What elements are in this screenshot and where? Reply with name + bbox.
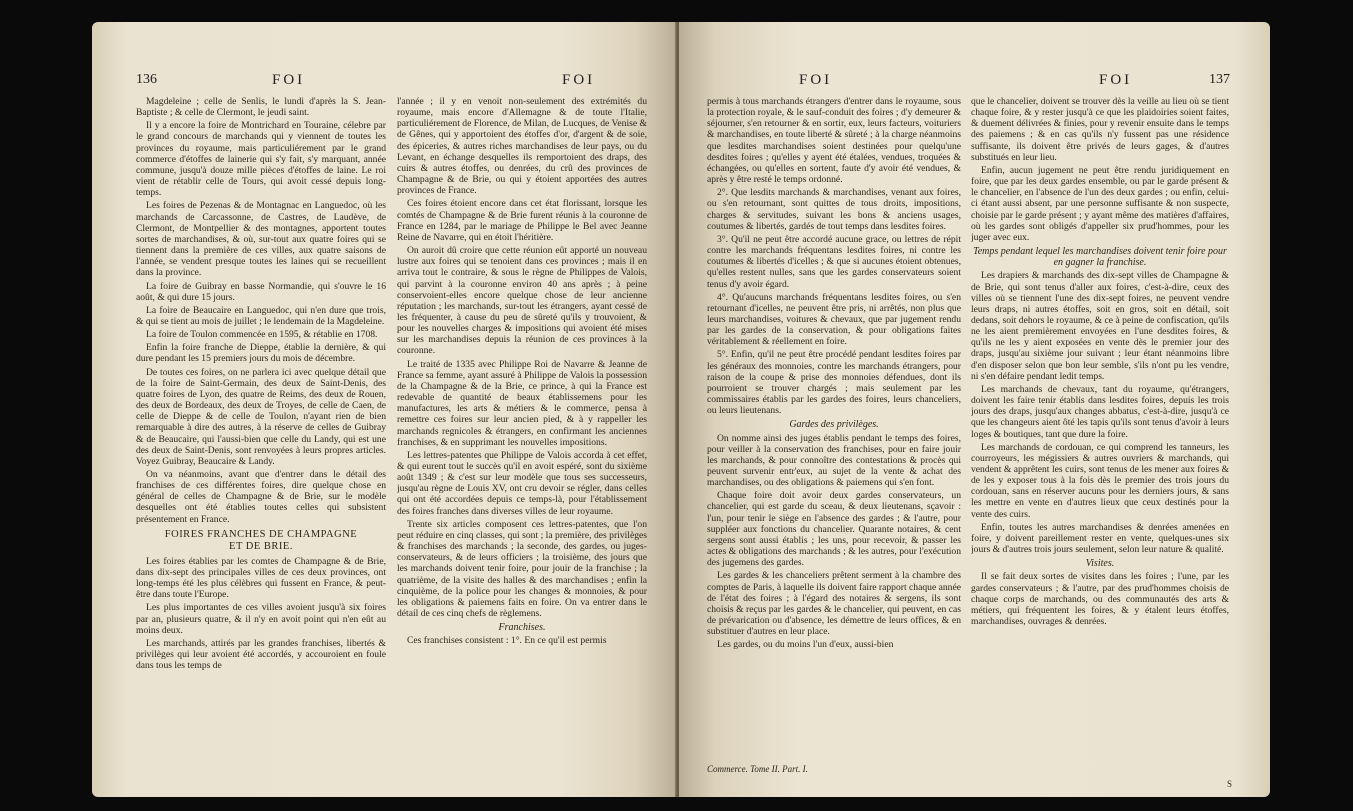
section-heading <box>136 529 386 553</box>
text-column-1 <box>136 96 386 786</box>
running-header-right-inner: FOI <box>799 72 833 88</box>
paragraph: Les foires établies par les comtes de Champagne & de Brie, dans dix-sept des principales villes de ces deux provinces, ont long-temps été les plus célèbres qui fussent en France, & peut-être dans toute l'Europe. <box>136 555 386 601</box>
paragraph: Enfin, aucun jugement ne peut être rendu juridiquement en foire, que par les deux gardes ensemble, ou par le garde présent & le chancelier, en l'absence de l'un des deux gardes ; ou enfin, celui-ci étant aussi absent, par une personne suffisante & non suspecte, choisie par le garde présent ; y ayant même des matières d'affaires, où les gardes sont obligés d'appeller six prud'hommes, pour les juger avec eux. <box>971 164 1229 243</box>
running-header-left-inner: FOI <box>562 72 596 88</box>
paragraph: On nomme ainsi des juges établis pendant le temps des foires, pour veiller à la conservation des franchises, pour en faire jouir les marchands, & pour connoître des contestations & procès qui peuvent survenir entr'eux, au sujet de la vente & achat des marchandises, ou des obligations & paiemens qui s'en font. <box>707 432 961 489</box>
right-page <box>679 22 1270 797</box>
text-column-4 <box>971 96 1229 786</box>
paragraph: La foire de Guibray en basse Normandie, qui s'ouvre le 16 août, & qui dure 15 jours. <box>136 280 386 303</box>
paragraph: Magdeleine ; celle de Senlis, le lundi d'après la S. Jean-Baptiste ; & celle de Clermont, le jeudi saint. <box>136 96 386 119</box>
paragraph: Les foires de Pezenas & de Montagnac en Languedoc, où les marchands de Carcassonne, de Castres, de Laudève, de Clermont, de Montpellier & des montagnes, apportent toutes sortes de marchandises, & où, sur-tout aux quatre foires qui se tiennent dans la première de ces villes, aux quatre saisons de l'année, se vendent presque toutes les laines qui se recueillent dans la province. <box>136 200 386 279</box>
paragraph: Ces franchises consistent : 1°. En ce qu'il est permis <box>407 635 607 647</box>
running-header-left-outer: FOI <box>272 72 306 88</box>
page-number-right: 137 <box>1209 72 1230 87</box>
paragraph: 2°. Que lesdits marchands & marchandises, venant aux foires, ou s'en retournant, sont quittes de tous droits, impositions, charges & servitudes, suivant les bons & anciens usages, coutumes & libertés, gardés de tout temps dans lesdites foires. <box>707 187 961 232</box>
paragraph: Enfin la foire franche de Dieppe, établie la dernière, & qui dure pendant les 15 premiers jours du mois de décembre. <box>136 342 386 365</box>
paragraph: 4°. Qu'aucuns marchands fréquentans lesdites foires, ou s'en retournant d'icelles, ne peuvent être pris, ni arrêtés, non plus que leurs marchandises, voitures & chevaux, que par jugement rendu par les gardes de la conservation, & pour obligations faites véritablement & réellement en foire. <box>707 291 961 348</box>
text-column-2 <box>397 96 647 786</box>
paragraph: Les marchands de cordouan, ce qui comprend les tanneurs, les courroyeurs, les mégissiers & autres ouvriers & marchands, qui vendent & apprêtent les cuirs, sont tenus de les mener aux foires & de les y exposer tous à la fois dès le premier des trois jours du cordouan, sans en réserver aucuns pour les derniers jours, & sans les mettre en vente en d'autres lieux que ceux destinés pour la vente des cuirs. <box>971 441 1229 520</box>
paragraph: On va néanmoins, avant que d'entrer dans le détail des franchises de ces différentes foires, dire quelque chose en général de celles de Champagne & de Brie, sur le modèle desquelles ont été établies toutes celles qui subsistent présentement en France. <box>136 469 386 525</box>
paragraph: 3°. Qu'il ne peut être accordé aucune grace, ou lettres de répit contre les marchands fréquentans lesdites foires, ni contre les coutumes & libertés d'icelles ; & que si aucunes étoient obtenues, qu'elles restent nulles, sans que les gardes conservateurs soient tenus d'y avoir égard. <box>707 233 961 290</box>
paragraph: Trente six articles composent ces lettres-patentes, que l'on peut réduire en cinq classes, qui sont ; la première, des privilèges & franchises des marchands ; la seconde, des gardes, ou juges-conservateurs, & de leurs officiers ; la troisième, des jours que les marchands doivent tenir foire, pour jouir de la franchise ; la quatrième, de la visite des halles & des marchandises ; enfin la cinquième, de la police pour les changes & monnoies, & pour les obligations & paiemens faits en foire. On va entrer dans le détail de ces cinq chefs de règlemens. <box>397 518 647 620</box>
paragraph: Les marchands, attirés par les grandes franchises, libertés & privilèges qui leur avoient été accordés, y accouroient en foule dans tous les temps de <box>136 637 386 672</box>
section-heading-line-1: FOIRES FRANCHES DE CHAMPAGNE <box>164 528 358 540</box>
subsection-heading: Gardes des privilèges. <box>789 419 879 431</box>
subsection-heading: Franchises. <box>498 622 546 634</box>
paragraph: De toutes ces foires, on ne parlera ici avec quelque détail que de la foire de Saint-Germain, des deux de Saint-Denis, des quatre foires de Lyon, des quatre de Reims, des deux de Rouen, des deux de Bordeaux, des deux de Troyes, de celle de Caen, de celle de Dieppe & de celle de Toulon, n'ayant rien de bien remarquable à dire des autres, à la réserve de celles de Guibray & de Beaucaire, qui l'aussi-bien que celle du Landy, qui est une des deux de Saint-Denis, sont renvoyées à leurs propres articles. Voyez Guibray, Beaucaire & Landy. <box>136 366 386 467</box>
running-header-right-outer: FOI <box>1099 72 1133 88</box>
paragraph: Les gardes, ou du moins l'un d'eux, aussi-bien <box>717 639 894 651</box>
paragraph: La foire de Toulon commencée en 1595, & rétablie en 1708. <box>146 329 378 341</box>
paragraph: Ces foires étoient encore dans cet état florissant, lorsque les comtés de Champagne & de Brie furent réunis à la couronne de France en 1284, par le mariage de Philippe le Bel avec Jeanne Reine de Navarre, qui en étoit l'héritière. <box>397 198 647 243</box>
paragraph: Les drapiers & marchands des dix-sept villes de Champagne & de Brie, qui sont tenus d'aller aux foires, c'est-à-dire, ceux des villes où se tiennent l'une des dix-sept foires, ne peuvent vendre leurs draps, ni autres étoffes, soit en gros, soit en détail, soit dedans, soit dehors le royaume, & ce à peine de confiscation, qu'ils ne les aient premièrement envoyées en l'une desdites foires, & qu'ils ne les y aient exposées en vente dès le premier jour des draps, jusqu'au sixième jour suivant ; leur étant néanmoins libre d'en disposer selon que bon leur semble, s'ils n'ont pu les vendre, ni s'en défaire pendant ledit temps. <box>971 270 1229 382</box>
paragraph: Il se fait deux sortes de visites dans les foires ; l'une, par les gardes conservateurs ; & l'autre, par des prud'hommes choisis de chaque corps de marchands, ou des communautés des arts & métiers, qui fréquentent les foires, & y étalent leurs étoffes, marchandises, ouvrages & denrées. <box>971 571 1229 628</box>
paragraph: 5°. Enfin, qu'il ne peut être procédé pendant lesdites foires par les généraux des monnoies, contre les marchands étrangers, pour raison de la coupe & prise des monnoies défendues, dont ils pourroient se trouver chargés ; mais seulement par les commissaires établis par les gardes des foires, leurs chanceliers, ou leurs lieutenans. <box>707 349 961 417</box>
section-heading-line-2: ET DE BRIE. <box>229 540 293 552</box>
paragraph: permis à tous marchands étrangers d'entrer dans le royaume, sous la protection royale, & le sauf-conduit des foires ; d'y demeurer & séjourner, s'en retourner & en sortir, eux, leurs facteurs, voituriers & marchandises, en toute liberté & sûreté ; à la charge néanmoins que lesdites marchandises soient destinées pour quelqu'une desdites foires ; qu'elles y ayent été étalées, vendues, troquées & échangées, ou qu'elles en sortent, faute d'y avoir été vendues, & après y être resté le temps ordonné. <box>707 96 961 186</box>
paragraph: l'année ; il y en venoit non-seulement des extrémités du royaume, mais encore d'Allemagne & de toute l'Italie, particuliérement de Florence, de Milan, de Lucques, de Venise & de Gênes, qui y apportoient des étoffes d'or, d'argent & de soie, des épiceries, & autres riches marchandises de leur pays, ou du Levant, en échange desquelles ils remportoient des draps, des cuirs & autres étoffes, ou denrées, du crû des provinces de Champagne & de Brie, ou qui y étoient apportées des autres provinces de France. <box>397 96 647 197</box>
paragraph: Le traité de 1335 avec Philippe Roi de Navarre & Jeanne de France sa femme, ayant assuré à Philippe de Valois la possession de la Champagne & de la Brie, ce prince, à qui la France est redevable de quantité de beaux établissemens pour les manufactures, les arts & métiers & le commerce, pensa à remettre ces foires sur leur ancien pied, & à y rappeller les marchands regnicoles & étrangers, en confirmant les anciennes franchises, & en supprimant les nouvelles impositions. <box>397 358 647 448</box>
paragraph: Chaque foire doit avoir deux gardes conservateurs, un chancelier, qui est garde du sceau, & deux lieutenans, sçavoir : l'un, pour tenir le siège en l'absence des gardes ; & l'autre, pour suppléer aux fonctions du chancelier. Quarante notaires, & cent sergens sont aussi établis ; les uns, pour recevoir, & passer les actes & obligations des marchands ; & les autres, pour l'exécution des jugemens des gardes. <box>707 490 961 569</box>
open-book <box>92 22 1270 797</box>
text-column-3 <box>707 96 961 756</box>
paragraph: Les marchands de chevaux, tant du royaume, qu'étrangers, doivent les faire tenir établis dans lesdites foires, depuis les trois jours des draps, jusqu'aux changes abbatus, c'est-à-dire, jusqu'à ce que les changeurs aient ôté les tapis qu'ils sont tenus d'avoir à leurs loges & boutiques, tant que dure la foire. <box>971 383 1229 440</box>
paragraph: Il y a encore la foire de Montrichard en Touraine, célebre par le grand concours de marchands qui y viennent de toutes les provinces du royaume, mais particuliérement par le grand commerce d'étoffes de lainerie qui s'y fait, s'y marquant, année commune, jusqu'à douze mille pièces d'étoffes de laine. Le roi vient de rétablir celle de Tours, qui avoit cessé depuis long-temps. <box>136 120 386 199</box>
paragraph: Les plus importantes de ces villes avoient jusqu'à six foires par an, plusieurs quatre, & il n'y en avoit point qui n'en eût au moins deux. <box>136 602 386 636</box>
paragraph: Enfin, toutes les autres marchandises & denrées amenées en foire, y doivent pareillement rester en vente, quelques-unes six jours & d'autres trois jours seulement, selon leur nature & qualité. <box>971 521 1229 556</box>
paragraph: Les gardes & les chanceliers prêtent serment à la chambre des comptes de Paris, à laquelle ils doivent faire rapport chaque année de l'état des foires ; à l'égard des notaires & sergens, ils sont choisis & reçus par les gardes & le chancelier, qui peuvent, en cas de prévarication ou d'absence, les démettre de leurs offices, & en substituer d'autres en leur place. <box>707 570 961 638</box>
signature-mark: S <box>1227 779 1233 789</box>
paragraph: On auroit dû croire que cette réunion eût apporté un nouveau lustre aux foires qui se tenoient dans ces provinces ; mais il en arriva tout le contraire, & sous le règne de Philippes de Valois, qui parvint à la couronne environ 40 ans après ; à peine conservoient-elles encore quelque chose de leur ancienne réputation ; les marchands, sur-tout les étrangers, ayant cessé de les fréquenter, à cause du peu de sûreté qu'ils y trouvoient, & pour les nouvelles charges & impositions qui avoient été mises sur les marchandises depuis la réunion de ces provinces à la couronne. <box>397 245 647 357</box>
volume-footer: Commerce. Tome II. Part. I. <box>707 764 808 774</box>
paragraph: que le chancelier, doivent se trouver dès la veille au lieu où se tient chaque foire, & y rester jusqu'à ce que les plaidoiries soient faites, & duement délivrées & finies, pour y revenir ensuite dans le temps des paiemens ; & en cas qu'ils n'y fussent pas une résidence suffisante, ils doivent être privés de leurs gages, & d'autres substitués en leur lieu. <box>971 96 1229 163</box>
paragraph: La foire de Beaucaire en Languedoc, qui n'en dure que trois, & qui se tient au mois de juillet ; le lendemain de la Magdeleine. <box>136 304 386 327</box>
subsection-heading: Temps pendant lequel les marchandises doivent tenir foire pour en gagner la franchise. <box>973 246 1227 269</box>
subsection-heading: Visites. <box>1085 558 1115 570</box>
left-page <box>92 22 677 797</box>
page-number-left: 136 <box>136 72 157 87</box>
paragraph: Les lettres-patentes que Philippe de Valois accorda à cet effet, & qui eurent tout le succès qu'il en avoit espéré, sont du sixième août 1349 ; & c'est sur leur modèle que tous ses successeurs, jusqu'au règne de Louis XV, ont cru devoir se régler, dans celles qui ont été accordées depuis ce temps-là, pour l'établissement des foires franches dans diverses villes de leur royaume. <box>397 449 647 517</box>
